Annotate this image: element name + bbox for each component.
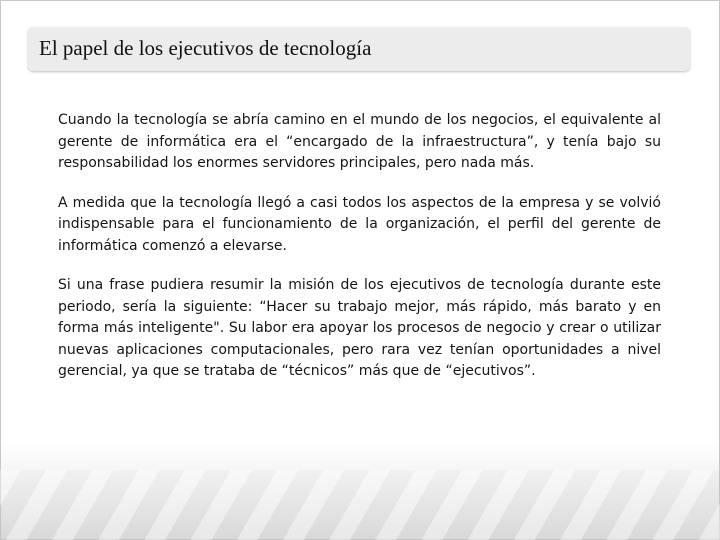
slide-title: El papel de los ejecutivos de tecnología	[39, 36, 372, 60]
paragraph-3: Si una frase pudiera resumir la misión de los ejecutivos de tecnología durante este periodo, sería la siguiente: “Hacer su trabajo mejor, más rápido, más barato y en forma más inteligente". Su labor era apoyar los procesos de negocio y crear o utilizar nuevas aplicaciones computacionales, pero rara vez tenían oportunidades a nivel gerencial, ya que se trataba de “técnicos” más que de “ejecutivos”.	[58, 277, 661, 379]
paragraph-2: A medida que la tecnología llegó a casi todos los aspectos de la empresa y se volvió indispensable para el funcionamiento de la organización, el perfil del gerente de informática comenzó a elevarse.	[58, 194, 661, 254]
title-bar	[28, 27, 690, 71]
slide-body	[58, 110, 661, 401]
decorative-background-stripes	[0, 470, 720, 540]
paragraph-1: Cuando la tecnología se abría camino en el mundo de los negocios, el equivalente al gerente de informática era el “encargado de la infraestructura”, y tenía bajo su responsabilidad los enormes servidores principales, pero nada más.	[58, 112, 661, 171]
